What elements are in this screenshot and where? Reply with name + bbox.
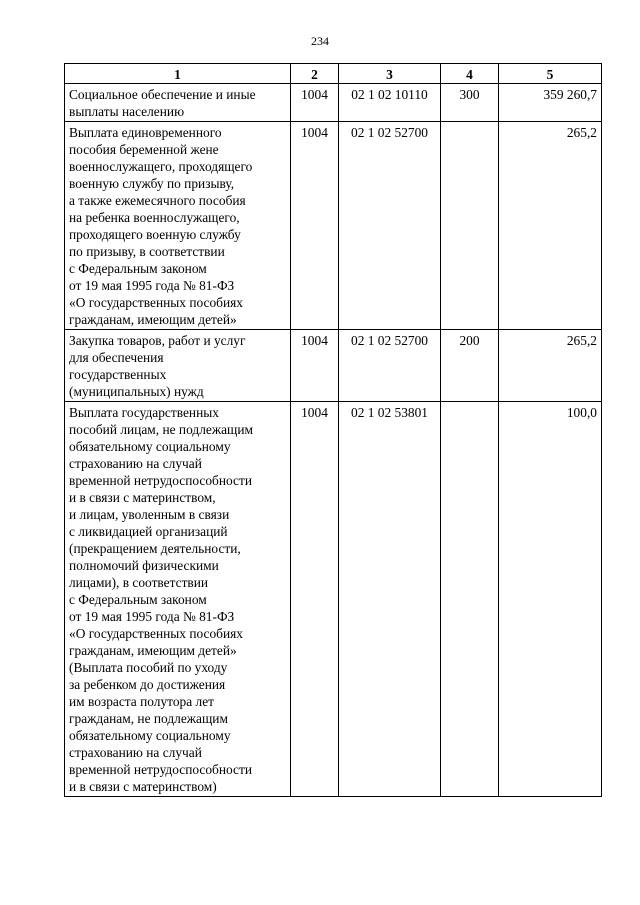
- row-name: Выплата единовременного пособия беременной жене военнослужащего, проходящего военную службу по призыву, а также ежемесячного пособия на ребенка военнослужащего, проходящего военную службу по призыву, в соответствии с Федеральным законом от 19 мая 1995 года № 81-ФЗ «О государственных пособиях гражданам, имеющим детей»: [65, 122, 291, 330]
- row-expense-type: 300: [441, 84, 499, 122]
- table-row: [65, 122, 602, 330]
- table-row: [65, 84, 602, 122]
- header-col-1: 1: [65, 64, 291, 84]
- table-header-row: [65, 64, 602, 84]
- row-amount: 265,2: [499, 122, 602, 330]
- row-name: Закупка товаров, работ и услуг для обеспечения государственных (муниципальных) нужд: [65, 330, 291, 402]
- row-amount: 265,2: [499, 330, 602, 402]
- row-section: 1004: [291, 122, 339, 330]
- row-amount: 100,0: [499, 402, 602, 797]
- header-col-2: 2: [291, 64, 339, 84]
- row-target-article: 02 1 02 52700: [339, 330, 441, 402]
- row-name: Выплата государственных пособий лицам, не подлежащим обязательному социальному страхованию на случай временной нетрудоспособности и в связи с материнством, и лицам, уволенным в связи с ликвидацией организаций (прекращением деятельности, полномочий физическими лицами), в соответствии с Федеральным законом от 19 мая 1995 года № 81-ФЗ «О государственных пособиях гражданам, имеющим детей» (Выплата пособий по уходу за ребенком до достижения им возраста полутора лет гражданам, не подлежащим обязательному социальному страхованию на случай временной нетрудоспособности и в связи с материнством): [65, 402, 291, 797]
- row-amount: 359 260,7: [499, 84, 602, 122]
- page-number: 234: [311, 34, 329, 48]
- header-col-4: 4: [441, 64, 499, 84]
- row-expense-type: 200: [441, 330, 499, 402]
- row-expense-type: [441, 402, 499, 797]
- row-target-article: 02 1 02 53801: [339, 402, 441, 797]
- row-target-article: 02 1 02 52700: [339, 122, 441, 330]
- budget-table: [64, 63, 602, 797]
- row-target-article: 02 1 02 10110: [339, 84, 441, 122]
- table-row: [65, 402, 602, 797]
- row-section: 1004: [291, 402, 339, 797]
- row-section: 1004: [291, 330, 339, 402]
- header-col-5: 5: [499, 64, 602, 84]
- table-row: [65, 330, 602, 402]
- row-expense-type: [441, 122, 499, 330]
- row-name: Социальное обеспечение и иные выплаты населению: [65, 84, 291, 122]
- row-section: 1004: [291, 84, 339, 122]
- header-col-3: 3: [339, 64, 441, 84]
